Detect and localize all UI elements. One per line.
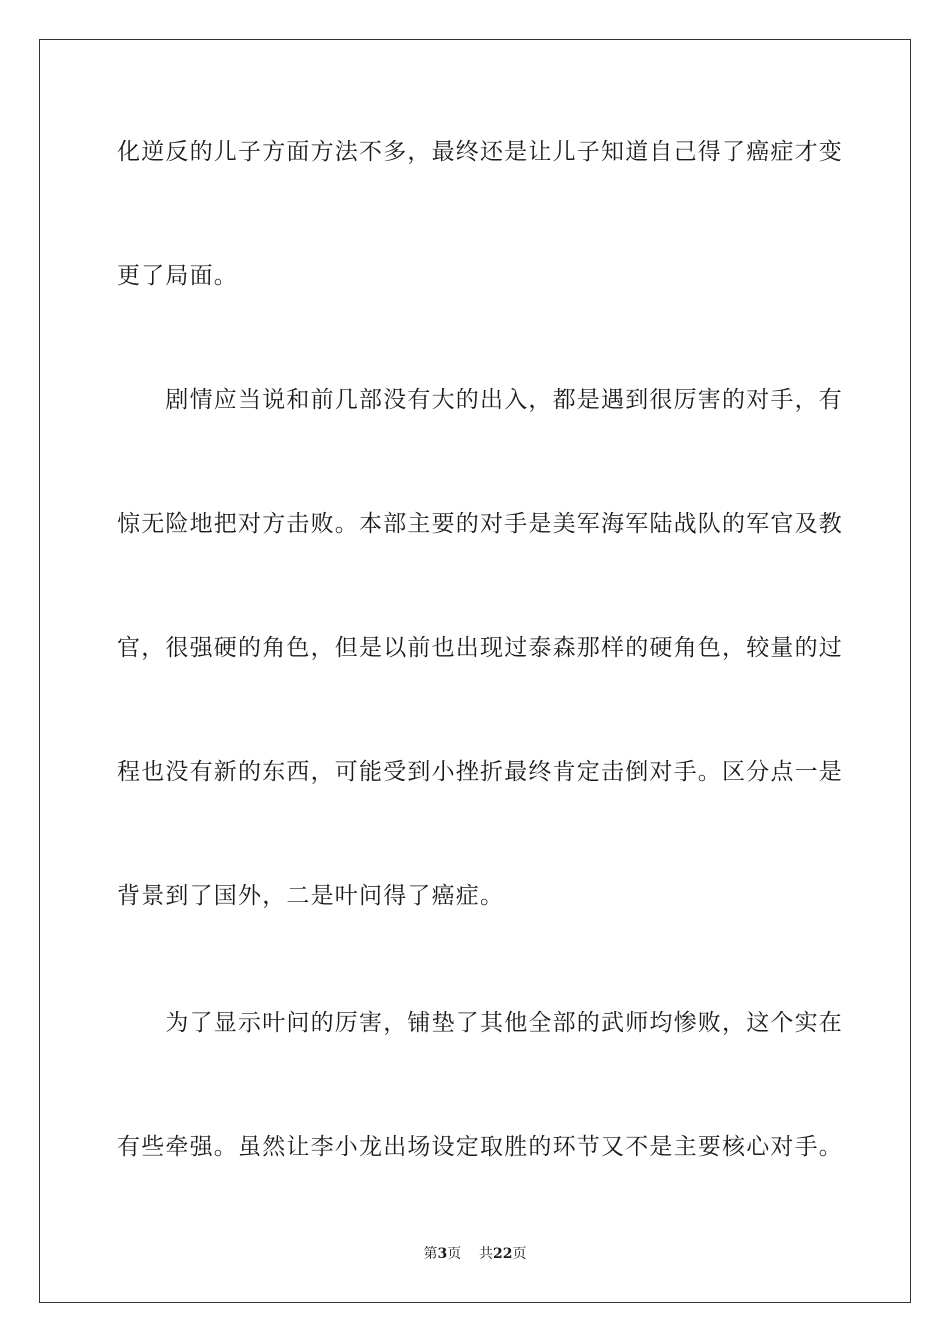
text-line-5: 官，很强硬的角色，但是以前也出现过泰森那样的硬角色，较量的过 bbox=[117, 635, 843, 661]
page-footer bbox=[0, 1245, 950, 1263]
text-line-9: 有些牵强。虽然让李小龙出场设定取胜的环节又不是主要核心对手。 bbox=[117, 1134, 843, 1160]
total-pages: 22 bbox=[493, 1246, 513, 1262]
page-suffix: 页 bbox=[447, 1246, 462, 1262]
page-border bbox=[39, 39, 911, 1303]
text-line-7: 背景到了国外，二是叶问得了癌症。 bbox=[117, 883, 505, 909]
text-line-2: 更了局面。 bbox=[117, 263, 238, 289]
page-prefix: 第 bbox=[423, 1246, 438, 1262]
total-prefix: 共 bbox=[479, 1246, 494, 1262]
text-line-8: 为了显示叶问的厉害，铺垫了其他全部的武师均惨败，这个实在 bbox=[117, 1010, 843, 1036]
text-line-3: 剧情应当说和前几部没有大的出入，都是遇到很厉害的对手，有 bbox=[117, 387, 843, 413]
page-number: 3 bbox=[437, 1246, 448, 1262]
text-line-4: 惊无险地把对方击败。本部主要的对手是美军海军陆战队的军官及教 bbox=[117, 511, 843, 537]
total-suffix: 页 bbox=[512, 1246, 527, 1262]
text-line-6: 程也没有新的东西，可能受到小挫折最终肯定击倒对手。区分点一是 bbox=[117, 759, 843, 785]
text-line-1: 化逆反的儿子方面方法不多，最终还是让儿子知道自己得了癌症才变 bbox=[117, 139, 843, 165]
